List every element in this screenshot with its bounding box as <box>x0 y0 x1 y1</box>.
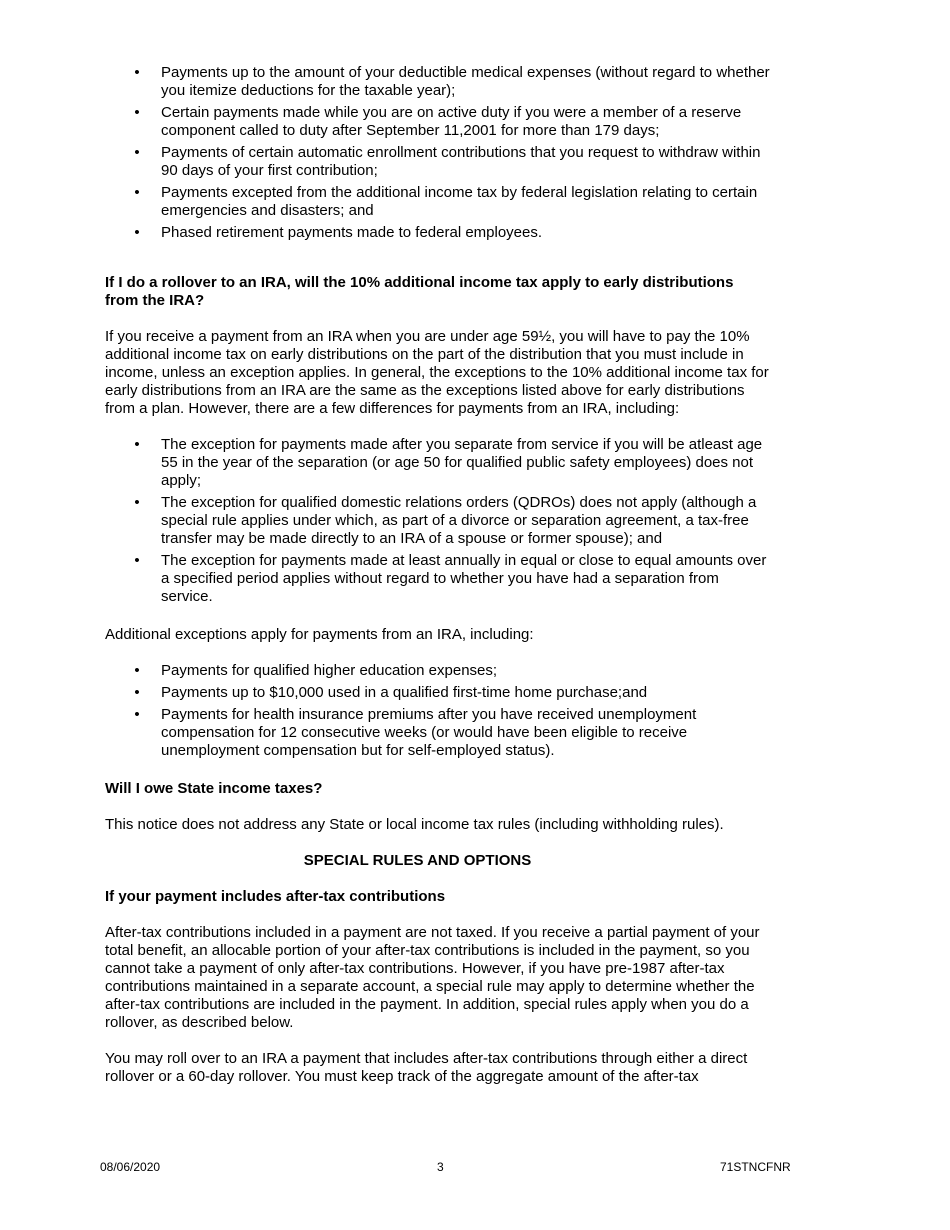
paragraph-after-tax-2: You may roll over to an IRA a payment that includes after-tax contributions through either a direct rollover or a 60-day rollover. You must keep track of the aggregate amount of the after-tax <box>105 1050 748 1085</box>
plan-exceptions-list <box>105 64 770 242</box>
list-item-text: The exception for payments made after you separate from service if you will be atleast age 55 in the year of the separation (or age 50 for qualified public safety employees) does not apply; <box>161 436 763 489</box>
list-item-text: Payments for qualified higher education expenses; <box>161 662 498 679</box>
bullet-icon: • <box>134 436 140 453</box>
paragraph-state-taxes: This notice does not address any State or local income tax rules (including withholding rules). <box>105 816 724 833</box>
section-heading-after-tax: If your payment includes after-tax contributions <box>105 888 446 905</box>
bullet-icon: • <box>134 684 140 701</box>
bullet-icon: • <box>134 184 140 201</box>
list-item-text: Phased retirement payments made to federal employees. <box>161 224 543 241</box>
bullet-icon: • <box>134 64 140 81</box>
list-item-text: Payments excepted from the additional income tax by federal legislation relating to certain emergencies and disasters; and <box>161 184 758 219</box>
page-content <box>105 64 770 1086</box>
bullet-icon: • <box>134 494 140 511</box>
footer-document-code: 71STNCFNR <box>720 1160 791 1174</box>
list-item <box>105 104 770 140</box>
list-item-text: Payments for health insurance premiums after you have received unemployment compensation for 12 consecutive weeks (or would have been eligible to receive unemployment compensation but for self-employed status). <box>161 706 697 759</box>
section-heading-ira-tax: If I do a rollover to an IRA, will the 10% additional income tax apply to early distributions from the IRA? <box>105 274 734 309</box>
list-item <box>105 684 770 702</box>
paragraph-additional-exceptions: Additional exceptions apply for payments from an IRA, including: <box>105 626 534 643</box>
section-heading-state-taxes: Will I owe State income taxes? <box>105 780 323 797</box>
bullet-icon: • <box>134 552 140 569</box>
paragraph-after-tax-1: After-tax contributions included in a payment are not taxed. If you receive a partial payment of your total benefit, an allocable portion of your after-tax contributions is included in the payment, so you cannot take a payment of only after-tax contributions. However, if you have pre-1987 after-tax contributions maintained in a separate account, a special rule may apply to determine whether the after-tax contributions are included in the payment. In addition, special rules apply when you do a rollover, as described below. <box>105 924 760 1031</box>
list-item-text: Payments up to $10,000 used in a qualified first-time home purchase;and <box>161 684 648 701</box>
section-heading-special-rules: SPECIAL RULES AND OPTIONS <box>303 852 532 869</box>
list-item-text: Payments up to the amount of your deductible medical expenses (without regard to whether you itemize deductions for the taxable year); <box>161 64 770 99</box>
footer-date: 08/06/2020 <box>100 1160 161 1174</box>
bullet-icon: • <box>134 662 140 679</box>
bullet-icon: • <box>134 144 140 161</box>
list-item <box>105 436 770 490</box>
paragraph-ira-tax: If you receive a payment from an IRA when you are under age 59½, you will have to pay the 10% additional income tax on early distributions on the part of the distribution that you must include in income, unless an exception applies. In general, the exceptions to the 10% additional income tax for early distributions from an IRA are the same as the exceptions listed above for early distributions from a plan. However, there are a few differences for payments from an IRA, including: <box>105 328 769 417</box>
list-item <box>105 144 770 180</box>
list-item <box>105 552 770 606</box>
list-item <box>105 662 770 680</box>
list-item-text: The exception for payments made at least annually in equal or close to equal amounts over a specified period applies without regard to whether you have had a separation from service. <box>161 552 767 605</box>
list-item <box>105 494 770 548</box>
bullet-icon: • <box>134 706 140 723</box>
ira-additional-exceptions-list <box>105 662 770 760</box>
list-item <box>105 706 770 760</box>
list-item <box>105 64 770 100</box>
list-item <box>105 224 770 242</box>
ira-differences-list <box>105 436 770 606</box>
list-item-text: The exception for qualified domestic relations orders (QDROs) does not apply (although a special rule applies under which, as part of a divorce or separation agreement, a tax-free transfer may be made directly to an IRA of a spouse or former spouse); and <box>161 494 757 547</box>
list-item <box>105 184 770 220</box>
list-item-text: Payments of certain automatic enrollment contributions that you request to withdraw within 90 days of your first contribution; <box>161 144 761 179</box>
bullet-icon: • <box>134 224 140 241</box>
footer-page-number: 3 <box>437 1160 444 1174</box>
list-item-text: Certain payments made while you are on active duty if you were a member of a reserve component called to duty after September 11,2001 for more than 179 days; <box>161 104 742 139</box>
bullet-icon: • <box>134 104 140 121</box>
